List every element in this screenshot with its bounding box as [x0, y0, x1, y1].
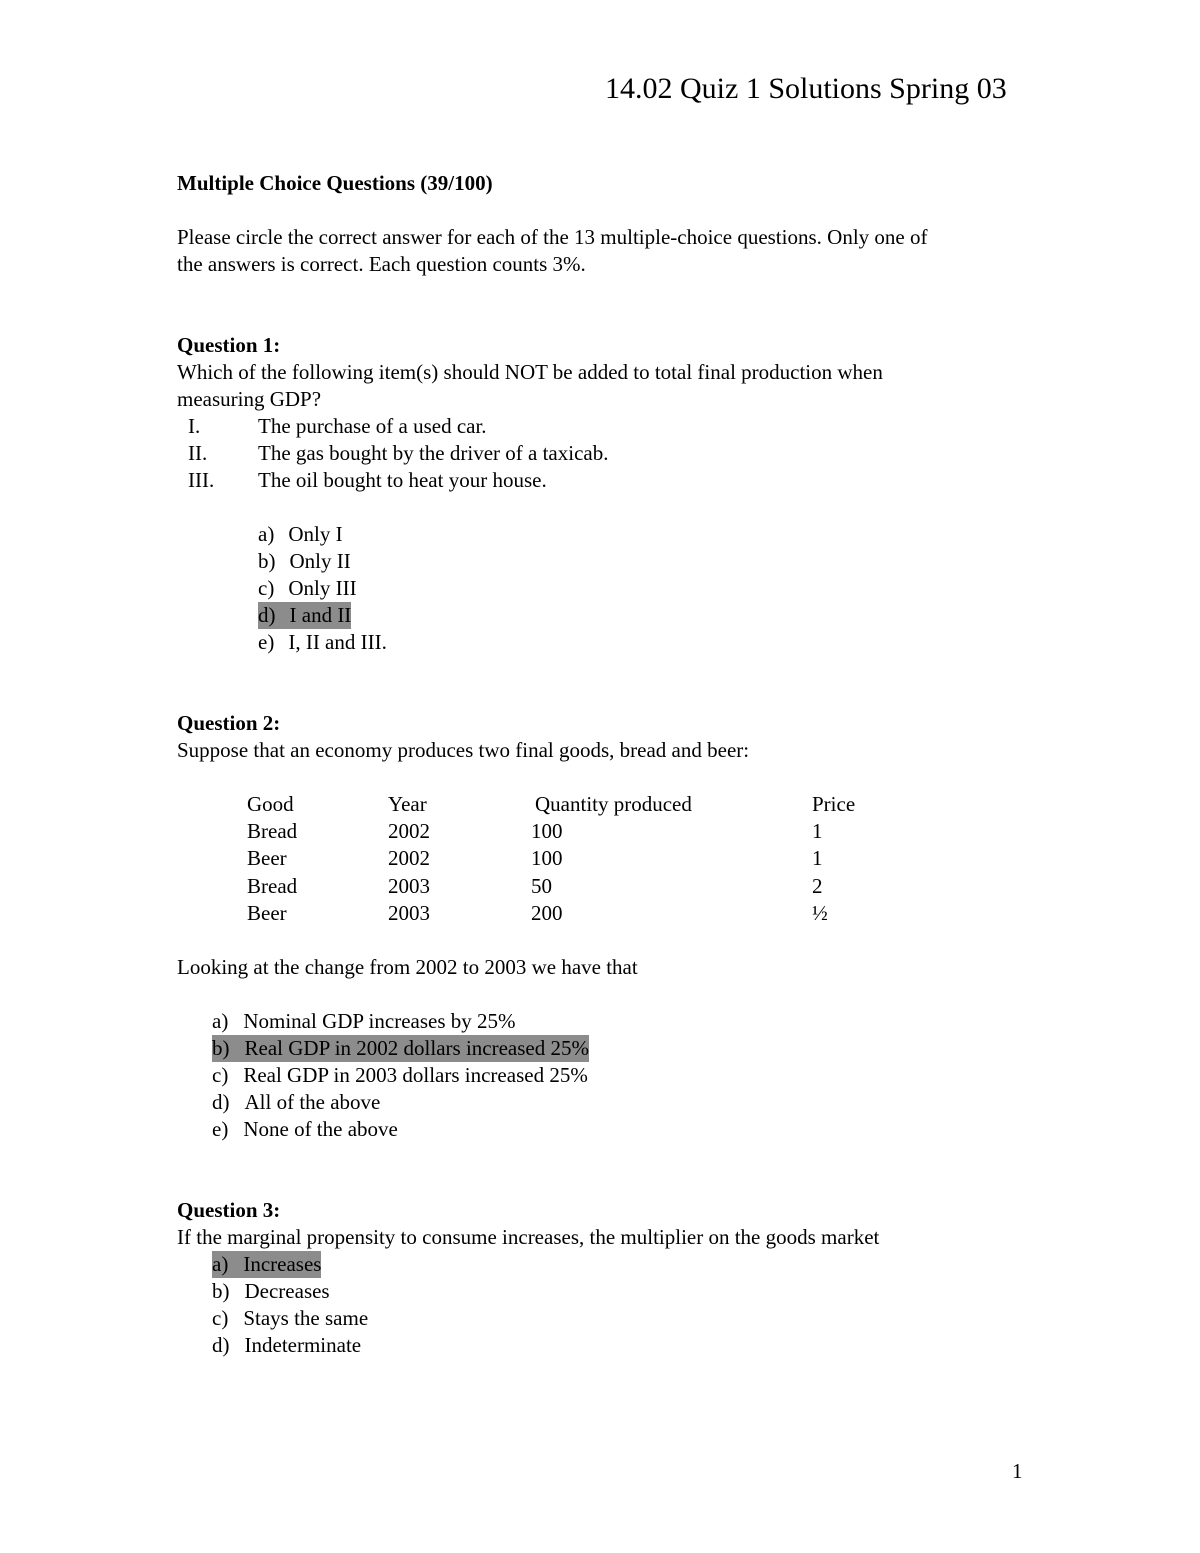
option-text: Stays the same	[243, 1306, 369, 1330]
option-letter: a)	[258, 522, 275, 546]
option-text: Increases	[243, 1252, 322, 1276]
option-letter: b)	[258, 549, 276, 573]
table-cell: Bread	[247, 819, 298, 843]
q1-option-e[interactable]	[258, 629, 387, 656]
table-cell: Beer	[247, 901, 287, 925]
option-letter: d)	[258, 603, 276, 627]
option-letter: e)	[212, 1117, 229, 1141]
table-cell: 2002	[388, 846, 430, 870]
question-2-label: Question 2:	[177, 711, 281, 735]
page-title: 14.02 Quiz 1 Solutions Spring 03	[605, 72, 1007, 105]
q1-item-text: The oil bought to heat your house.	[258, 468, 547, 492]
question-3-label: Question 3:	[177, 1198, 281, 1222]
option-letter: c)	[212, 1063, 229, 1087]
option-text: All of the above	[244, 1090, 381, 1114]
option-text: Only I	[288, 522, 343, 546]
q1-item-number: III.	[188, 468, 215, 492]
q3-option-a-correct[interactable]	[212, 1251, 321, 1278]
q1-item-number: II.	[188, 441, 208, 465]
table-cell: Bread	[247, 874, 298, 898]
table-cell: 1	[812, 846, 823, 870]
option-letter: c)	[258, 576, 275, 600]
option-text: Only II	[289, 549, 351, 573]
q1-option-d-correct[interactable]	[258, 602, 351, 629]
option-text: Nominal GDP increases by 25%	[243, 1009, 516, 1033]
question-1-stem-line-2: measuring GDP?	[177, 387, 322, 411]
option-text: Decreases	[244, 1279, 330, 1303]
question-2-followup: Looking at the change from 2002 to 2003 we have that	[177, 955, 638, 979]
table-cell: ½	[812, 901, 828, 925]
option-text: Real GDP in 2002 dollars increased 25%	[244, 1036, 589, 1060]
option-letter: a)	[212, 1009, 229, 1033]
option-text: Indeterminate	[244, 1333, 362, 1357]
table-cell: 1	[812, 819, 823, 843]
table-cell: 200	[531, 901, 563, 925]
table-header-year: Year	[388, 792, 427, 816]
q1-option-b[interactable]	[258, 548, 351, 575]
option-text: Only III	[288, 576, 357, 600]
q2-option-c[interactable]	[212, 1062, 588, 1089]
q2-option-d[interactable]	[212, 1089, 380, 1116]
q2-option-b-correct[interactable]	[212, 1035, 589, 1062]
question-1-label: Question 1:	[177, 333, 281, 357]
option-letter: d)	[212, 1333, 230, 1357]
option-text: None of the above	[243, 1117, 398, 1141]
table-cell: 100	[531, 846, 563, 870]
q1-item-text: The purchase of a used car.	[258, 414, 487, 438]
option-letter: b)	[212, 1279, 230, 1303]
option-letter: a)	[212, 1252, 229, 1276]
question-3-stem: If the marginal propensity to consume increases, the multiplier on the goods market	[177, 1225, 880, 1249]
option-text: Real GDP in 2003 dollars increased 25%	[243, 1063, 588, 1087]
table-header-quantity: Quantity produced	[535, 792, 692, 816]
instructions-line-1: Please circle the correct answer for each of the 13 multiple-choice questions. Only one of	[177, 225, 928, 249]
q2-option-a[interactable]	[212, 1008, 516, 1035]
q2-option-e[interactable]	[212, 1116, 398, 1143]
option-text: I and II	[289, 603, 352, 627]
q3-option-d[interactable]	[212, 1332, 361, 1359]
option-letter: b)	[212, 1036, 230, 1060]
option-letter: e)	[258, 630, 275, 654]
section-heading: Multiple Choice Questions (39/100)	[177, 171, 493, 195]
option-letter: d)	[212, 1090, 230, 1114]
table-cell: 2002	[388, 819, 430, 843]
q1-option-a[interactable]	[258, 521, 343, 548]
q1-option-c[interactable]	[258, 575, 357, 602]
table-cell: 2003	[388, 874, 430, 898]
q3-option-b[interactable]	[212, 1278, 330, 1305]
option-letter: c)	[212, 1306, 229, 1330]
table-cell: Beer	[247, 846, 287, 870]
q1-item-number: I.	[188, 414, 201, 438]
instructions-line-2: the answers is correct. Each question counts 3%.	[177, 252, 586, 276]
table-cell: 50	[531, 874, 552, 898]
question-2-stem: Suppose that an economy produces two final goods, bread and beer:	[177, 738, 750, 762]
table-header-good: Good	[247, 792, 294, 816]
table-header-price: Price	[812, 792, 856, 816]
table-cell: 2003	[388, 901, 430, 925]
question-1-stem-line-1: Which of the following item(s) should NOT be added to total final production when	[177, 360, 883, 384]
table-cell: 2	[812, 874, 823, 898]
table-cell: 100	[531, 819, 563, 843]
q1-item-text: The gas bought by the driver of a taxicab.	[258, 441, 609, 465]
option-text: I, II and III.	[288, 630, 387, 654]
q3-option-c[interactable]	[212, 1305, 368, 1332]
page-number: 1	[1012, 1459, 1023, 1483]
